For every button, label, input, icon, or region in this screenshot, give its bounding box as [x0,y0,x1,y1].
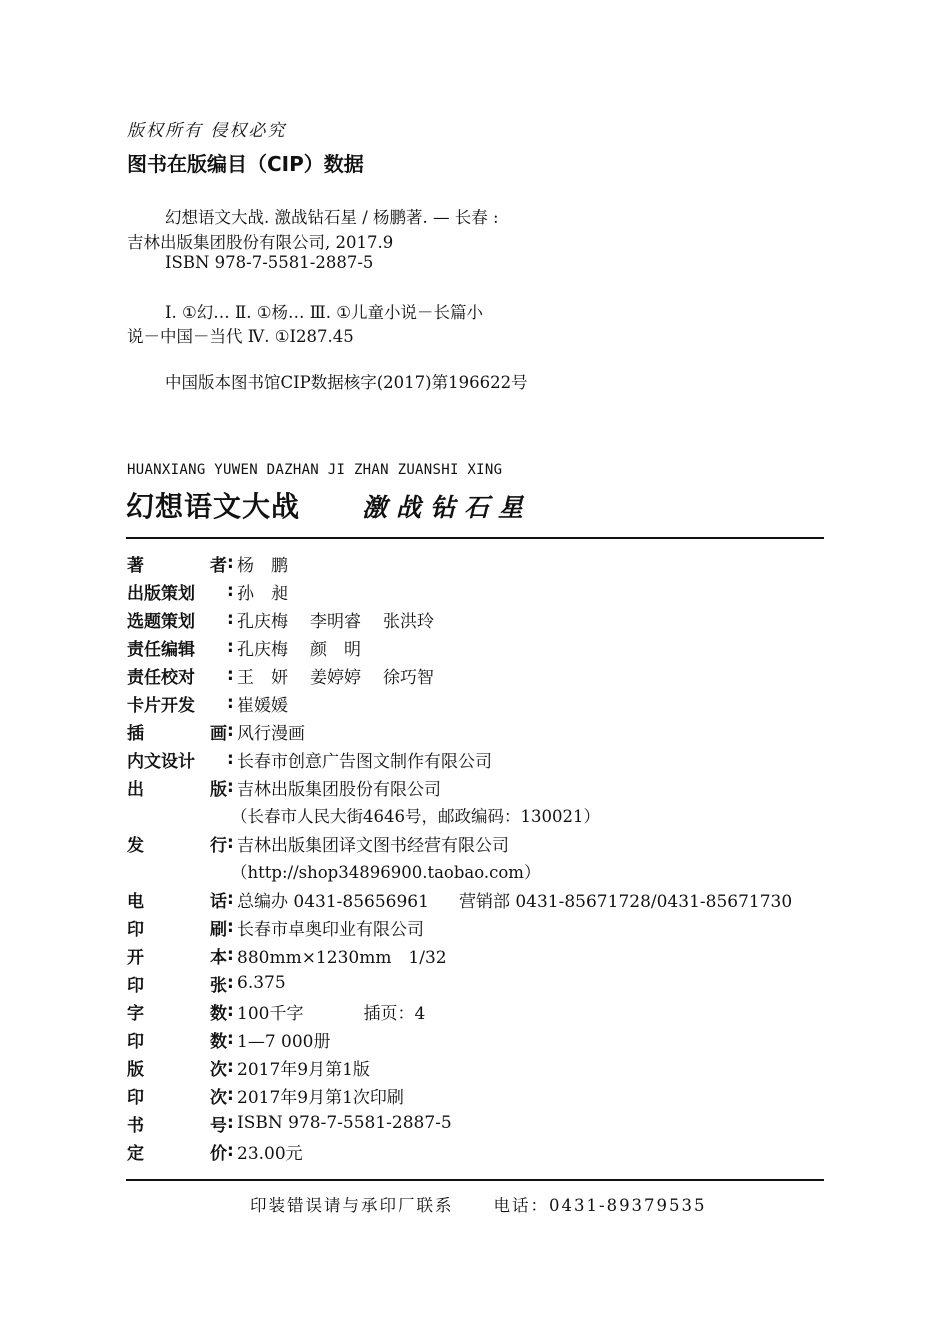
value-format: 880mm×1230mm 1/32 [237,947,447,968]
row-edition: 版 次 : 2017年9月第1版 [127,1053,827,1081]
label-words: 字 数 [127,1003,227,1024]
row-publisher-address [127,801,827,829]
cip-heading: 图书在版编目（CIP）数据 [127,152,364,176]
footer-phone: 电话：0431-89379535 [493,1196,707,1215]
row-publisher: 出 版 : 吉林出版集团股份有限公司 [127,773,827,801]
value-print-count: 1—7 000册 [237,1031,331,1052]
value-distributor-url: （http://shop34896900.taobao.com） [231,863,541,882]
row-isbn: 书 号 : ISBN 978-7-5581-2887-5 [127,1109,827,1137]
cip-classification-line: Ⅰ. ①幻… Ⅱ. ①杨… Ⅲ. ①儿童小说－长篇小 [165,303,483,322]
row-print-count: 印 数 : 1—7 000册 [127,1025,827,1053]
cip-entry-line: 吉林出版集团股份有限公司, 2017.9 [127,233,394,252]
value-author: 杨 鹏 [237,555,288,576]
row-card-dev: 卡片开发 : 崔媛媛 [127,689,827,717]
cip-record-number: 中国版本图书馆CIP数据核字(2017)第196622号 [165,373,528,392]
value-distributor: 吉林出版集团译文图书经营有限公司 [237,835,509,856]
book-title-sub: 激战钻石星 [362,493,533,522]
label-illustration: 插 画 [127,723,227,744]
value-phone: 总编办 0431-85656961 营销部 0431-85671728/0431-85671730 [237,891,793,912]
value-interior-design: 长春市创意广告图文制作有限公司 [237,751,492,772]
pinyin-title: HUANXIANG YUWEN DAZHAN JI ZHAN ZUANSHI XING [127,462,503,478]
label-edition: 版 次 [127,1059,227,1080]
cip-classification-line: 说－中国－当代 Ⅳ. ①I287.45 [127,327,354,346]
row-price: 定 价 : 23.00元 [127,1137,827,1165]
row-words: 字 数 : 100千字 插页：4 [127,997,827,1025]
value-publisher: 吉林出版集团股份有限公司 [237,779,441,800]
label-editor: 责任编辑 [127,639,195,660]
row-impression: 印 次 : 2017年9月第1次印刷 [127,1081,827,1109]
value-words: 100千字 插页：4 [237,1003,426,1024]
value-illustration: 风行漫画 [237,723,305,744]
row-format: 开 本 : 880mm×1230mm 1/32 [127,941,827,969]
label-planner: 出版策划 [127,583,195,604]
copyright-notice: 版权所有 侵权必究 [127,121,287,141]
cip-isbn-line: ISBN 978-7-5581-2887-5 [165,253,374,272]
label-print-count: 印 数 [127,1031,227,1052]
footer-text: 印装错误请与承印厂联系 [250,1196,454,1215]
label-printer: 印 刷 [127,919,227,940]
value-edition: 2017年9月第1版 [237,1059,370,1080]
row-planner: 出版策划 : 孙 昶 [127,577,827,605]
row-author: 著 者 : 杨 鹏 [127,549,827,577]
label-author: 著 者 [127,555,227,576]
row-editor: 责任编辑 : 孔庆梅 颜 明 [127,633,827,661]
label-interior-design: 内文设计 [127,751,195,772]
value-sheets: 6.375 [237,973,286,993]
row-printer: 印 刷 : 长春市卓奥印业有限公司 [127,913,827,941]
row-topic-planner: 选题策划 : 孔庆梅 李明睿 张洪玲 [127,605,827,633]
row-sheets: 印 张 : 6.375 [127,969,827,997]
label-sheets: 印 张 [127,975,227,996]
row-interior-design: 内文设计 : 长春市创意广告图文制作有限公司 [127,745,827,773]
value-isbn: ISBN 978-7-5581-2887-5 [237,1113,452,1133]
label-isbn: 书 号 [127,1115,227,1136]
value-planner: 孙 昶 [237,583,288,604]
value-editor: 孔庆梅 颜 明 [237,639,361,660]
book-title-main: 幻想语文大战 [126,490,301,523]
value-card-dev: 崔媛媛 [237,695,288,716]
value-publisher-address: （长春市人民大街4646号，邮政编码：130021） [231,807,600,826]
value-printer: 长春市卓奥印业有限公司 [237,919,424,940]
label-proofreader: 责任校对 [127,667,195,688]
cip-entry-line: 幻想语文大战. 激战钻石星 / 杨鹏著. — 长春 : [165,208,499,227]
label-publisher: 出 版 [127,779,227,800]
divider-top [126,537,824,539]
divider-bottom [126,1179,824,1181]
row-proofreader: 责任校对 : 王 妍 姜婷婷 徐巧智 [127,661,827,689]
row-illustration: 插 画 : 风行漫画 [127,717,827,745]
label-distributor: 发 行 [127,835,227,856]
footer-notice [250,1192,707,1216]
value-impression: 2017年9月第1次印刷 [237,1087,404,1108]
label-format: 开 本 [127,947,227,968]
value-proofreader: 王 妍 姜婷婷 徐巧智 [237,667,434,688]
label-topic-planner: 选题策划 [127,611,195,632]
label-price: 定 价 [127,1143,227,1164]
value-topic-planner: 孔庆梅 李明睿 张洪玲 [237,611,434,632]
value-price: 23.00元 [237,1143,303,1164]
label-impression: 印 次 [127,1087,227,1108]
row-phone: 电 话 : 总编办 0431-85656961 营销部 0431-85671728/0431-85671730 [127,885,827,913]
publication-info [127,549,827,1165]
row-distributor-url [127,857,827,885]
label-phone: 电 话 [127,891,227,912]
row-distributor: 发 行 : 吉林出版集团译文图书经营有限公司 [127,829,827,857]
label-card-dev: 卡片开发 [127,695,195,716]
